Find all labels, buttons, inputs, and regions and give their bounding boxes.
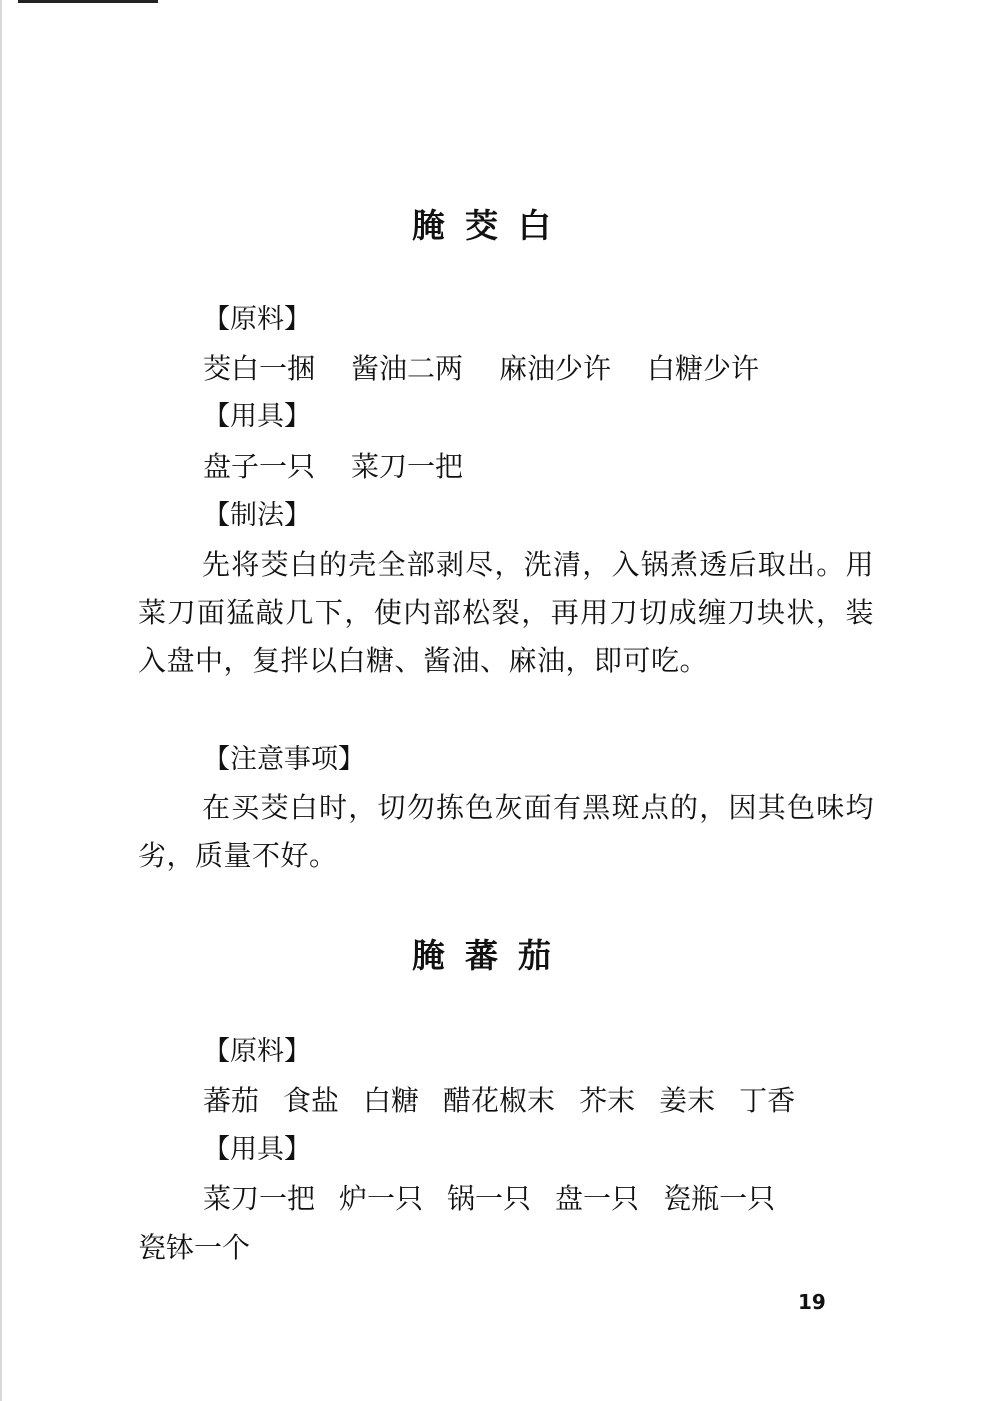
ingredient-item: 醋花椒末 (443, 1084, 556, 1117)
notes-label: 【注意事项】 (203, 744, 365, 775)
ingredient-item: 麻油少许 (499, 352, 612, 385)
tool-item: 盘一只 (555, 1182, 640, 1215)
tool-item: 菜刀一把 (351, 450, 464, 483)
tool-item: 瓷钵一个 (138, 1231, 251, 1264)
recipe-title: 腌茭白 (412, 206, 571, 245)
ingredient-item: 茭白一捆 (203, 352, 316, 385)
tools-label: 【用具】 (203, 1134, 311, 1165)
tool-item: 菜刀一把 (203, 1182, 316, 1215)
ingredients-label: 【原料】 (203, 304, 311, 335)
ingredients-list (203, 1077, 873, 1125)
ingredient-item: 姜末 (659, 1084, 716, 1117)
ingredient-item: 食盐 (283, 1084, 340, 1117)
ingredient-item: 丁香 (739, 1084, 796, 1117)
ingredient-item: 芥末 (579, 1084, 636, 1117)
ingredient-item: 白糖少许 (647, 352, 760, 385)
tools-list (203, 1175, 873, 1223)
notes-text: 在买茭白时，切勿拣色灰面有黑斑点的，因其色味均劣，质量不好。 (138, 791, 874, 872)
tool-item: 瓷瓶一只 (663, 1182, 776, 1215)
tools-label: 【用具】 (203, 401, 311, 432)
page-number: 19 (798, 1290, 826, 1314)
recipe-title: 腌蕃茄 (412, 936, 571, 975)
method-label: 【制法】 (203, 500, 311, 531)
ingredient-item: 白糖 (363, 1084, 420, 1117)
ingredients-list (203, 345, 873, 393)
tools-list (203, 443, 873, 491)
tool-item: 锅一只 (447, 1182, 532, 1215)
ingredient-item: 蕃茄 (203, 1084, 260, 1117)
header-rule (18, 0, 158, 3)
ingredient-item: 酱油二两 (351, 352, 464, 385)
method-text: 先将茭白的壳全部剥尽，洗清，入锅煮透后取出。用菜刀面猛敲几下，使内部松裂，再用刀切成缠刀块状，装入盘中，复拌以白糖、酱油、麻油，即可吃。 (138, 548, 874, 677)
tool-item: 炉一只 (339, 1182, 424, 1215)
ingredients-label: 【原料】 (203, 1036, 311, 1067)
tool-item: 盘子一只 (203, 450, 316, 483)
